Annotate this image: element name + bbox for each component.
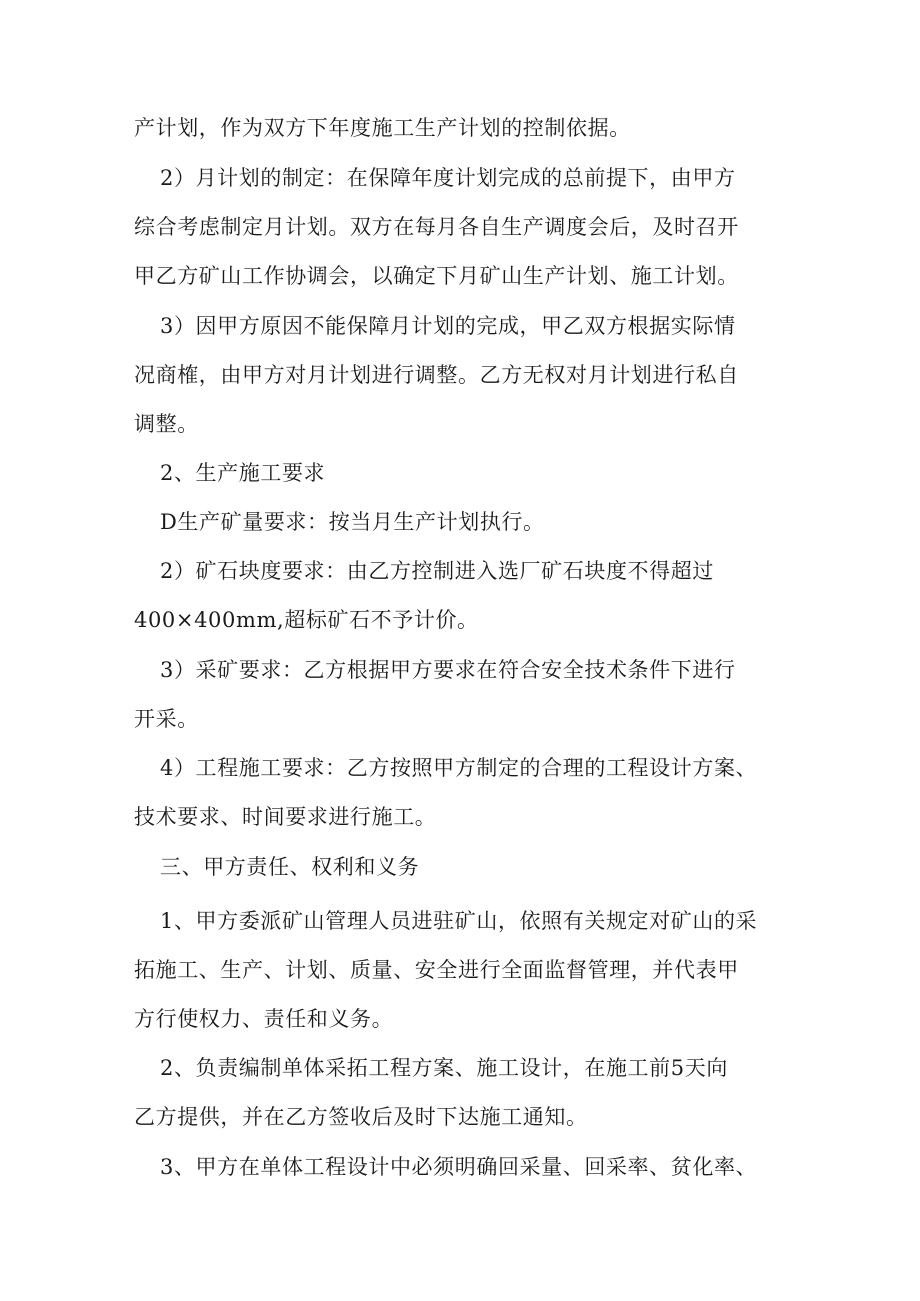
text-line-22: 3、甲方在单体工程设计中必须明确回采量、回采率、贫化率、 xyxy=(160,1155,758,1179)
text-line-13: 开采。 xyxy=(134,707,199,731)
text-line-10: 2）矿石块度要求：由乙方控制进入选厂矿石块度不得超过 xyxy=(160,559,714,583)
text-line-15: 技术要求、时间要求进行施工。 xyxy=(134,805,437,829)
text-line-7: 调整。 xyxy=(134,412,199,436)
text-line-17: 1、甲方委派矿山管理人员进驻矿山，依照有关规定对矿山的采 xyxy=(160,909,758,933)
text-line-14: 4）工程施工要求：乙方按照甲方制定的合理的工程设计方案、 xyxy=(160,756,758,780)
section-heading: 三、甲方责任、权利和义务 xyxy=(160,855,420,879)
text-line-6: 况商榷，由甲方对月计划进行调整。乙方无权对月计划进行私自 xyxy=(134,363,739,387)
text-line-11: 400×400mm,超标矿石不予计价。 xyxy=(134,608,479,632)
text-line-5: 3）因甲方原因不能保障月计划的完成，甲乙双方根据实际情 xyxy=(160,314,736,338)
text-line-21: 乙方提供，并在乙方签收后及时下达施工通知。 xyxy=(134,1105,588,1129)
text-line-4: 甲乙方矿山工作协调会，以确定下月矿山生产计划、施工计划。 xyxy=(134,264,739,288)
text-line-8: 2、生产施工要求 xyxy=(160,461,326,485)
text-line-20: 2、负责编制单体采拓工程方案、施工设计，在施工前5天向 xyxy=(160,1056,728,1080)
text-line-3: 综合考虑制定月计划。双方在每月各自生产调度会后，及时召开 xyxy=(134,215,739,239)
text-line-18: 拓施工、生产、计划、质量、安全进行全面监督管理，并代表甲 xyxy=(134,958,739,982)
text-line-1: 产计划，作为双方下年度施工生产计划的控制依据。 xyxy=(134,116,631,140)
text-line-12: 3）采矿要求：乙方根据甲方要求在符合安全技术条件下进行 xyxy=(160,658,736,682)
text-line-9: D生产矿量要求：按当月生产计划执行。 xyxy=(160,510,545,534)
text-line-2: 2）月计划的制定：在保障年度计划完成的总前提下，由甲方 xyxy=(160,166,736,190)
text-line-19: 方行使权力、责任和义务。 xyxy=(134,1007,394,1031)
